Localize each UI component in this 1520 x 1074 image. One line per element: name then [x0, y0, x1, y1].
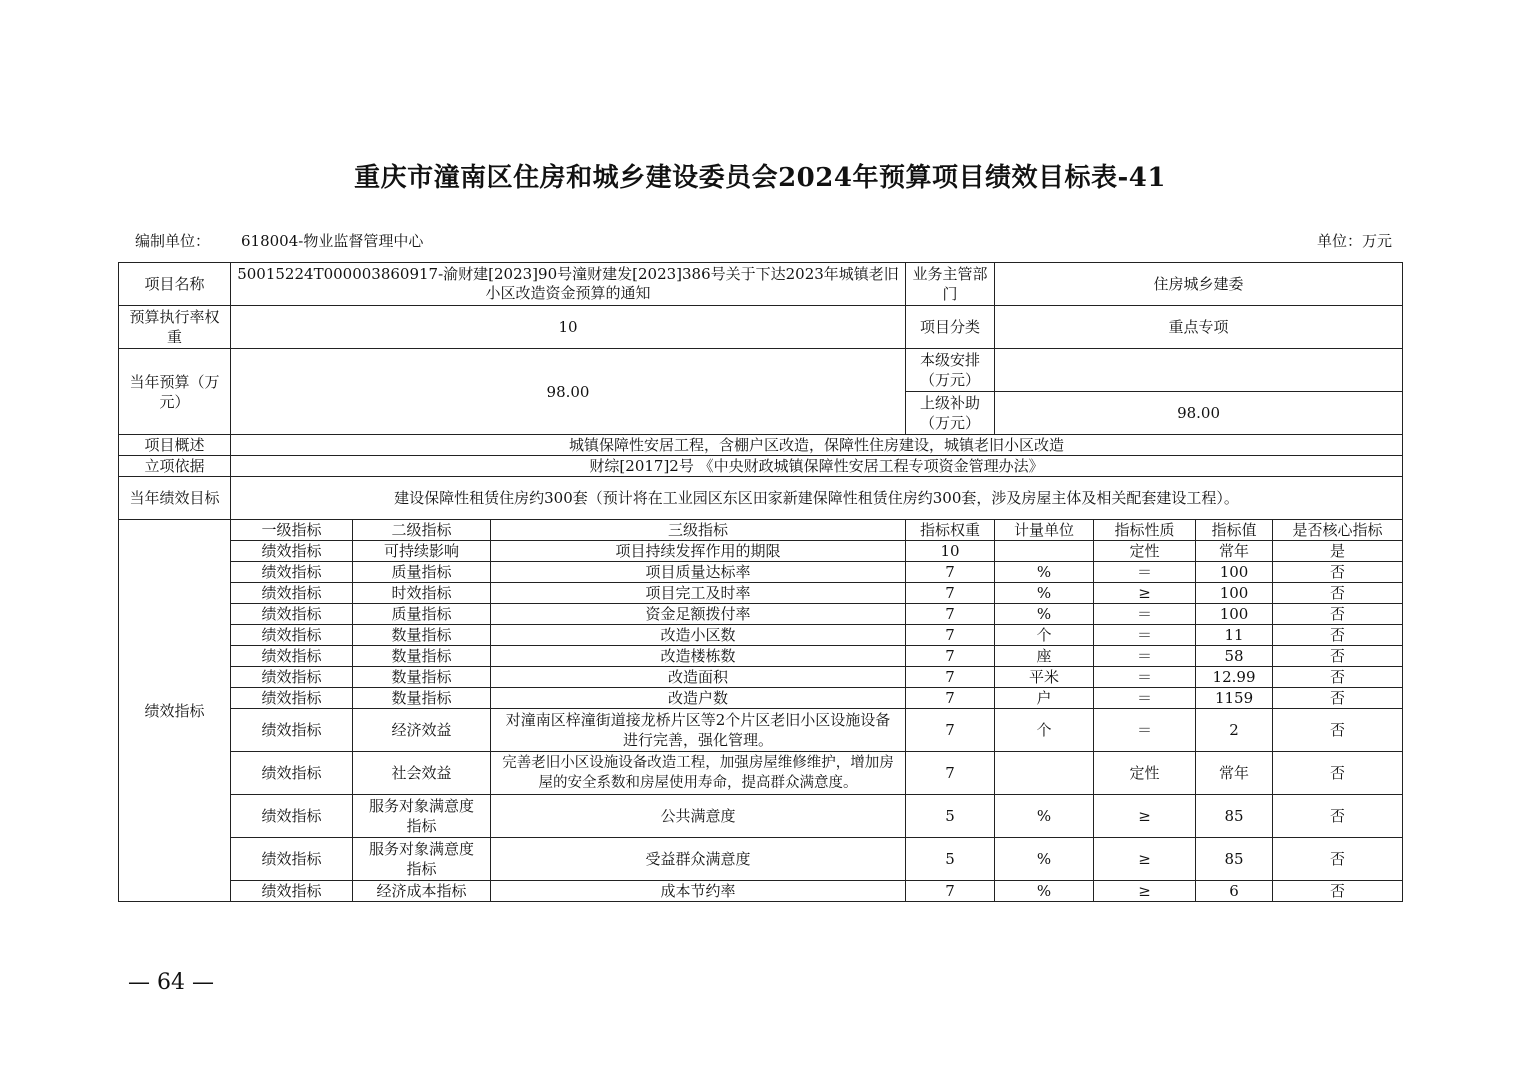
goal-label: 当年绩效目标 — [119, 477, 231, 520]
cell-weight: 10 — [906, 541, 995, 562]
exec-rate-label: 预算执行率权重 — [119, 306, 231, 349]
header-level2: 二级指标 — [353, 520, 491, 541]
superior-subsidy-label: 上级补助（万元） — [906, 392, 995, 435]
overview-value: 城镇保障性安居工程，含棚户区改造，保障性住房建设，城镇老旧小区改造 — [231, 435, 1403, 456]
cell-level2: 数量指标 — [353, 667, 491, 688]
header-level3: 三级指标 — [491, 520, 906, 541]
cell-unit — [995, 541, 1094, 562]
cell-nature: ＝ — [1094, 562, 1196, 583]
cell-weight: 7 — [906, 752, 995, 795]
table-row — [119, 688, 1403, 709]
cell-value: 100 — [1196, 583, 1273, 604]
cell-level2: 数量指标 — [353, 688, 491, 709]
cell-level1: 绩效指标 — [231, 838, 353, 881]
overview-label: 项目概述 — [119, 435, 231, 456]
basis-value: 财综[2017]2号 《中央财政城镇保障性安居工程专项资金管理办法》 — [231, 456, 1403, 477]
cell-level1: 绩效指标 — [231, 709, 353, 752]
cell-nature: ＝ — [1094, 688, 1196, 709]
cell-unit: % — [995, 838, 1094, 881]
cell-nature: ＝ — [1094, 667, 1196, 688]
budget-label: 当年预算（万元） — [119, 349, 231, 435]
performance-table — [118, 262, 1403, 902]
cell-nature: 定性 — [1094, 752, 1196, 795]
dept-value: 住房城乡建委 — [995, 263, 1403, 306]
cell-level1: 绩效指标 — [231, 795, 353, 838]
cell-level3: 改造面积 — [491, 667, 906, 688]
header-nature: 指标性质 — [1094, 520, 1196, 541]
header-value: 指标值 — [1196, 520, 1273, 541]
cell-weight: 7 — [906, 881, 995, 902]
cell-level3: 项目质量达标率 — [491, 562, 906, 583]
cell-level2: 社会效益 — [353, 752, 491, 795]
table-row — [119, 838, 1403, 881]
cell-level3: 完善老旧小区设施设备改造工程，加强房屋维修维护，增加房屋的安全系数和房屋使用寿命，提高群众满意度。 — [491, 752, 906, 795]
cell-level2: 可持续影响 — [353, 541, 491, 562]
cell-value: 85 — [1196, 795, 1273, 838]
cell-level2: 服务对象满意度指标 — [353, 838, 491, 881]
cell-value: 11 — [1196, 625, 1273, 646]
cell-value: 100 — [1196, 562, 1273, 583]
cell-unit: % — [995, 583, 1094, 604]
goal-value: 建设保障性租赁住房约300套（预计将在工业园区东区田家新建保障性租赁住房约300套，涉及房屋主体及相关配套建设工程）。 — [231, 477, 1403, 520]
cell-unit: 个 — [995, 709, 1094, 752]
cell-nature: ≥ — [1094, 795, 1196, 838]
table-row — [119, 752, 1403, 795]
cell-unit: % — [995, 604, 1094, 625]
cell-nature: ≥ — [1094, 881, 1196, 902]
cell-level1: 绩效指标 — [231, 562, 353, 583]
cell-weight: 7 — [906, 583, 995, 604]
cell-level2: 数量指标 — [353, 625, 491, 646]
page-title: 重庆市潼南区住房和城乡建设委员会2024年预算项目绩效目标表-41 — [354, 163, 1166, 193]
cell-level3: 对潼南区梓潼街道接龙桥片区等2个片区老旧小区设施设备进行完善，强化管理。 — [491, 709, 906, 752]
cell-unit: % — [995, 881, 1094, 902]
cell-level1: 绩效指标 — [231, 881, 353, 902]
project-name-value: 50015224T000003860917-渝财建[2023]90号潼财建发[2023]386号关于下达2023年城镇老旧小区改造资金预算的通知 — [231, 263, 906, 306]
cell-level3: 资金足额拨付率 — [491, 604, 906, 625]
cell-core: 否 — [1273, 752, 1403, 795]
cell-level1: 绩效指标 — [231, 752, 353, 795]
cell-nature: ＝ — [1094, 604, 1196, 625]
currency-unit: 单位：万元 — [1316, 232, 1392, 250]
table-row — [119, 881, 1403, 902]
cell-level2: 经济成本指标 — [353, 881, 491, 902]
cell-core: 否 — [1273, 562, 1403, 583]
cell-core: 否 — [1273, 604, 1403, 625]
cell-level3: 项目持续发挥作用的期限 — [491, 541, 906, 562]
project-name-label: 项目名称 — [119, 263, 231, 306]
exec-rate-value: 10 — [231, 306, 906, 349]
cell-unit: 座 — [995, 646, 1094, 667]
cell-weight: 7 — [906, 667, 995, 688]
cell-unit: 个 — [995, 625, 1094, 646]
cell-weight: 7 — [906, 625, 995, 646]
cell-core: 否 — [1273, 667, 1403, 688]
table-row — [119, 583, 1403, 604]
cell-value: 常年 — [1196, 541, 1273, 562]
table-row — [119, 625, 1403, 646]
cell-level2: 质量指标 — [353, 604, 491, 625]
cell-unit: % — [995, 562, 1094, 583]
category-label: 项目分类 — [906, 306, 995, 349]
cell-level2: 经济效益 — [353, 709, 491, 752]
cell-core: 否 — [1273, 583, 1403, 604]
table-row — [119, 709, 1403, 752]
cell-level2: 时效指标 — [353, 583, 491, 604]
cell-level2: 数量指标 — [353, 646, 491, 667]
category-value: 重点专项 — [995, 306, 1403, 349]
cell-level1: 绩效指标 — [231, 541, 353, 562]
cell-level1: 绩效指标 — [231, 667, 353, 688]
cell-level3: 改造户数 — [491, 688, 906, 709]
cell-value: 1159 — [1196, 688, 1273, 709]
cell-level1: 绩效指标 — [231, 604, 353, 625]
cell-level3: 成本节约率 — [491, 881, 906, 902]
cell-weight: 7 — [906, 688, 995, 709]
cell-unit — [995, 752, 1094, 795]
cell-level3: 改造小区数 — [491, 625, 906, 646]
cell-nature: 定性 — [1094, 541, 1196, 562]
dept-label: 业务主管部门 — [906, 263, 995, 306]
table-row — [119, 667, 1403, 688]
cell-weight: 5 — [906, 838, 995, 881]
cell-weight: 7 — [906, 709, 995, 752]
cell-core: 否 — [1273, 625, 1403, 646]
header-level1: 一级指标 — [231, 520, 353, 541]
cell-level3: 改造楼栋数 — [491, 646, 906, 667]
cell-weight: 7 — [906, 562, 995, 583]
cell-nature: ≥ — [1094, 838, 1196, 881]
cell-unit: % — [995, 795, 1094, 838]
cell-unit: 户 — [995, 688, 1094, 709]
cell-value: 常年 — [1196, 752, 1273, 795]
cell-nature: ＝ — [1094, 646, 1196, 667]
meta-row — [135, 230, 1392, 250]
cell-value: 6 — [1196, 881, 1273, 902]
cell-core: 是 — [1273, 541, 1403, 562]
page-number: — 64 — — [128, 970, 214, 995]
cell-core: 否 — [1273, 646, 1403, 667]
indicators-section-label: 绩效指标 — [119, 520, 231, 902]
cell-level3: 项目完工及时率 — [491, 583, 906, 604]
header-unit: 计量单位 — [995, 520, 1094, 541]
superior-subsidy-value: 98.00 — [995, 392, 1403, 435]
cell-core: 否 — [1273, 881, 1403, 902]
cell-value: 2 — [1196, 709, 1273, 752]
cell-nature: ＝ — [1094, 709, 1196, 752]
cell-nature: ＝ — [1094, 625, 1196, 646]
cell-core: 否 — [1273, 795, 1403, 838]
cell-nature: ≥ — [1094, 583, 1196, 604]
local-budget-label: 本级安排（万元） — [906, 349, 995, 392]
cell-level1: 绩效指标 — [231, 625, 353, 646]
cell-value: 12.99 — [1196, 667, 1273, 688]
cell-weight: 7 — [906, 604, 995, 625]
header-core: 是否核心指标 — [1273, 520, 1403, 541]
cell-level3: 公共满意度 — [491, 795, 906, 838]
cell-core: 否 — [1273, 709, 1403, 752]
cell-level1: 绩效指标 — [231, 646, 353, 667]
budget-value: 98.00 — [231, 349, 906, 435]
cell-weight: 7 — [906, 646, 995, 667]
cell-level2: 服务对象满意度指标 — [353, 795, 491, 838]
cell-core: 否 — [1273, 688, 1403, 709]
table-row — [119, 541, 1403, 562]
table-row — [119, 604, 1403, 625]
table-row — [119, 562, 1403, 583]
cell-unit: 平米 — [995, 667, 1094, 688]
cell-weight: 5 — [906, 795, 995, 838]
cell-value: 58 — [1196, 646, 1273, 667]
cell-value: 100 — [1196, 604, 1273, 625]
table-row — [119, 795, 1403, 838]
header-weight: 指标权重 — [906, 520, 995, 541]
cell-core: 否 — [1273, 838, 1403, 881]
cell-level2: 质量指标 — [353, 562, 491, 583]
compiler-label: 编制单位： — [135, 232, 211, 250]
cell-value: 85 — [1196, 838, 1273, 881]
basis-label: 立项依据 — [119, 456, 231, 477]
cell-level1: 绩效指标 — [231, 688, 353, 709]
cell-level3: 受益群众满意度 — [491, 838, 906, 881]
cell-level1: 绩效指标 — [231, 583, 353, 604]
local-budget-value — [995, 349, 1403, 392]
table-row — [119, 646, 1403, 667]
compiler-value: 618004-物业监督管理中心 — [241, 232, 424, 250]
